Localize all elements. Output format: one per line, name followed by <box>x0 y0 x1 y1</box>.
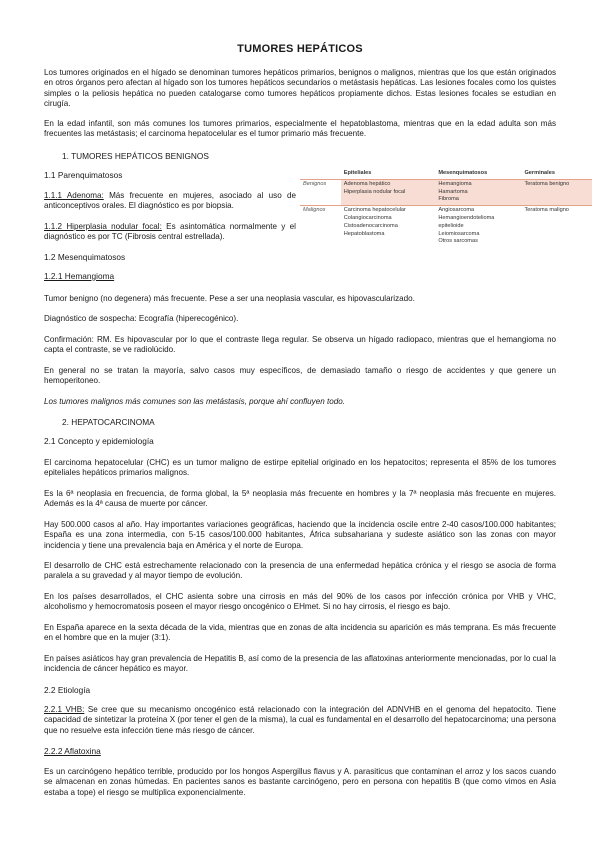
cell-line: Teratoma maligno <box>524 207 569 214</box>
hiperplasia-text: Es asintomática normalmente y el diagnóstico es por TC (Fibrosis central estrellada). <box>44 222 296 242</box>
italic-note: Los tumores malignos más comunes son las metástasis, porque ahí confluyen todo. <box>44 397 345 406</box>
table-cell <box>435 206 521 247</box>
vhb-label: 2.2.1 VHB: <box>44 705 85 714</box>
cell-line: Teratoma benigno <box>524 180 570 187</box>
table-row-benignos <box>300 179 592 205</box>
cell-line: Hemangioma <box>438 180 472 187</box>
subsection-heading-parenquimatosos: 1.1 Parenquimatosos <box>44 170 123 180</box>
row-label: Malignos <box>300 206 341 247</box>
cell-line: Fibroma <box>438 196 459 203</box>
hepatocarcinoma-paragraph-2: Es la 6ª neoplasia en frecuencia, de forma global, la 5ª neoplasia más frecuente en hombres y la 7ª neoplasia más frecuente en mujeres. Además es la 4ª causa de muerte por cáncer. <box>44 489 556 509</box>
row-label: Benignos <box>303 180 327 187</box>
subsection-heading-concepto: 2.1 Concepto y epidemiología <box>44 436 154 446</box>
subsection-heading-mesenquimatosos: 1.2 Mesenquimatosos <box>44 252 126 262</box>
hemangioma-paragraph-2: Diagnóstico de sospecha: Ecografía (hiperecogénico). <box>44 314 239 323</box>
hiperplasia-label: 1.1.2 Hiperplasia nodular focal: <box>44 222 162 231</box>
document-title: TUMORES HEPÁTICOS <box>237 43 363 55</box>
cell-line: Leiomiosarcoma <box>438 230 480 237</box>
cell-line: Colangiocarcinoma <box>343 214 392 221</box>
table-cell <box>435 179 521 205</box>
hepatocarcinoma-paragraph-3: Hay 500.000 casos al año. Hay importantes variaciones geográficas, haciendo que la incidencia oscile entre 2-40 casos/100.000 habitantes; España es una zona intermedia, con 5-15 casos/100.000 habitantes, África subsahariana y sudeste asiático son las zonas con mayor incidencia y tiene una prevalencia baja en América y el norte de Europa. <box>44 520 556 550</box>
cell-line: epitelioide <box>438 222 464 229</box>
intro-paragraph-1: Los tumores originados en el hígado se denominan tumores hepáticos primarios, benignos o malignos, mientras que los que están originados en otros órganos pero afectan al hígado son los tumores hepáticos secundarios o metástasis hepáticas. Las lesiones focales como los quistes simples o la peliosis hepática no pueden catalogarse como tumores hepáticos propiamente dichos. Estas lesiones focales se estudian en cirugía. <box>44 68 556 109</box>
table-row-malignos <box>300 206 592 247</box>
hemangioma-heading: 1.2.1 Hemangioma <box>44 271 115 281</box>
hiperplasia-paragraph <box>44 222 296 243</box>
hepatocarcinoma-paragraph-6: En España aparece en la sexta década de la vida, mientras que en zonas de alta incidencia su aparición es más temprana. Es más frecuente en el hombre que en la mujer (3:1). <box>44 623 556 643</box>
section-heading-hepatocarcinoma: 2. HEPATOCARCINOMA <box>62 417 155 427</box>
hepatocarcinoma-paragraph-1: El carcinoma hepatocelular (CHC) es un tumor maligno de estirpe epitelial originado en los hepatocitos; representa el 85% de los tumores epiteliales hepáticos primarios malignos. <box>44 458 556 478</box>
hemangioma-paragraph-4: En general no se tratan la mayoría, salvo casos muy específicos, de demasiado tamaño o riesgo de accidentes y que genere un hemoperitoneo. <box>44 366 556 386</box>
table-cell <box>341 206 436 247</box>
cell-line: Carcinoma hepatocelular <box>343 207 406 214</box>
table-header-cell: Mesenquimatosos <box>435 170 521 179</box>
cell-line: Hemangioendotelioma <box>438 214 495 221</box>
tumor-classification-table <box>300 170 592 247</box>
subsection-heading-etiologia: 2.2 Etiología <box>44 685 91 695</box>
table-header-cell <box>300 170 341 179</box>
table-cell <box>521 179 592 205</box>
vhb-paragraph <box>44 705 556 736</box>
table-cell <box>341 179 436 205</box>
hemangioma-paragraph-3: Confirmación: RM. Es hipovascular por lo que el contraste llega regular. Se observa un hígado radiopaco, mientras que el hemangioma no capta el contraste, se ve radiolúcido. <box>44 335 556 355</box>
intro-paragraph-2: En la edad infantil, son más comunes los tumores primarios, especialmente el hepatoblastoma, mientras que en la edad adulta son más frecuentes las metástasis; el carcinoma hepatocelular es el tumor primario más frecuente. <box>44 119 556 139</box>
adenoma-label: 1.1.1 Adenoma: <box>44 191 104 200</box>
cell-line: Hepatoblastoma <box>343 230 385 237</box>
table-header-row <box>300 170 592 179</box>
adenoma-paragraph <box>44 191 296 212</box>
table-header-cell: Germinales <box>521 170 592 179</box>
hepatocarcinoma-paragraph-4: El desarrollo de CHC está estrechamente relacionado con la presencia de una enfermedad hepática crónica y el riesgo se asocia de forma paralela a su gravedad y al mayor tiempo de evolución. <box>44 561 556 581</box>
adenoma-text: Más frecuente en mujeres, asociado al uso de anticonceptivos orales. El diagnóstico es por biopsia. <box>44 191 296 211</box>
aflatoxina-heading: 2.2.2 Aflatoxina <box>44 746 101 756</box>
cell-line: Angiosarcoma <box>438 207 475 214</box>
hepatocarcinoma-paragraph-5: En los países desarrollados, el CHC asienta sobre una cirrosis en más del 90% de los casos por infección crónica por VHB y VHC, alcoholismo y hemocromatosis poseen el mayor riesgo oncogénico o EHmet. Si no hay cirrosis, el riesgo es bajo. <box>44 592 556 612</box>
cell-line: Adenoma hepático <box>343 180 391 187</box>
aflatoxina-paragraph: Es un carcinógeno hepático terrible, producido por los hongos Aspergillus flavus y A. parasiticus que contaminan el arroz y los sacos cuando se almacenan en zonas húmedas. En pacientes sanos es bastante carcinógeno, pero en persona con hepatitis B (que como vimos en Asia estaba a tope) el riesgo se multiplica exponencialmente. <box>44 767 556 797</box>
section-heading-benignos: 1. TUMORES HEPÁTICOS BENIGNOS <box>62 151 209 161</box>
cell-line: Cistoadenocarcinoma <box>343 222 398 229</box>
hemangioma-paragraph-1: Tumor benigno (no degenera) más frecuente. Pese a ser una neoplasia vascular, es hipovascularizado. <box>44 294 415 303</box>
hepatocarcinoma-paragraph-7: En países asiáticos hay gran prevalencia de Hepatitis B, así como de la presencia de las aflatoxinas anteriormente mencionadas, por lo cual la incidencia de cáncer hepático es mayor. <box>44 654 556 674</box>
table-cell <box>521 206 592 247</box>
cell-line: Otros sarcomas <box>438 238 478 245</box>
table-header-cell: Epiteliales <box>341 170 436 179</box>
cell-line: Hamartoma <box>438 188 468 195</box>
cell-line: Hiperplasia nodular focal <box>343 188 406 195</box>
vhb-text: Se cree que su mecanismo oncogénico está relacionado con la integración del ADNVHB en el genoma del hepatocito. Tiene capacidad de sintetizar la proteína X (por tener el gen de la misma), la cual es fundamental en el desarrollo del hepatocarcinoma; una persona que no resuelve esta infección tiene más riesgo de cáncer. <box>44 705 556 735</box>
